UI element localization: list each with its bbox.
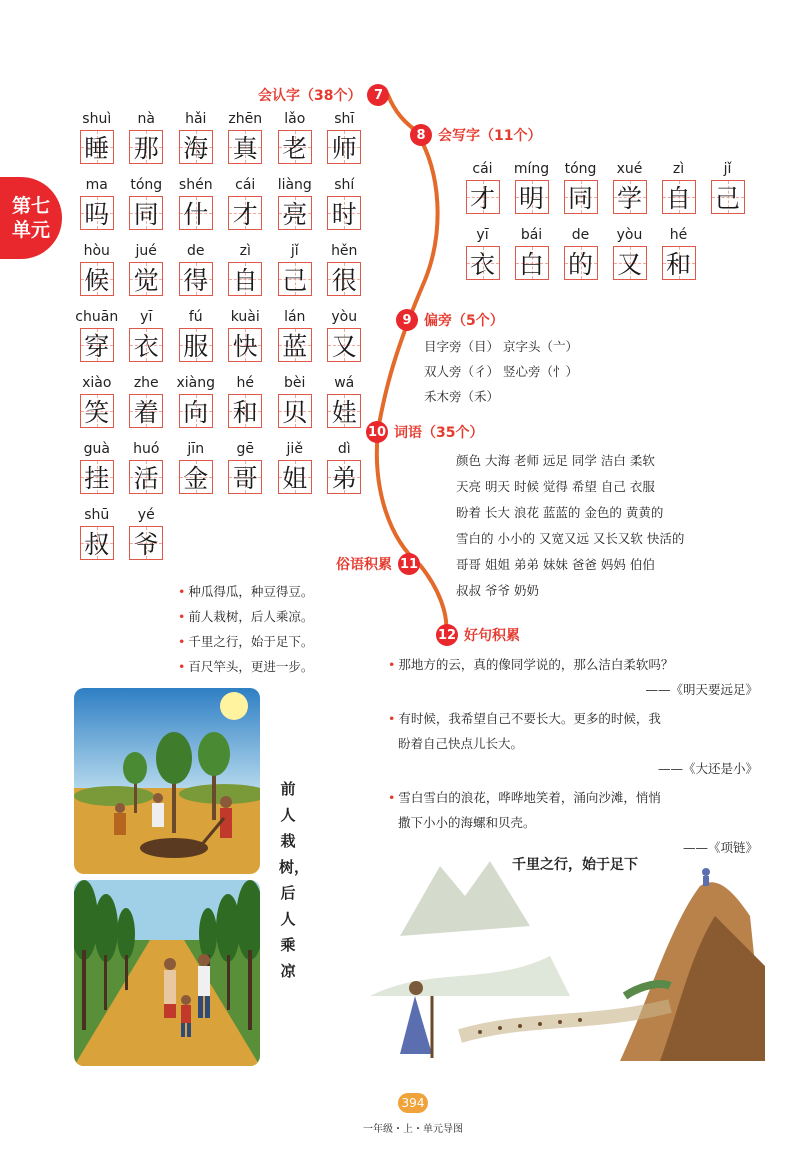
pinyin: lǎo xyxy=(284,111,306,127)
character: 衣 xyxy=(133,332,159,361)
vertical-caption xyxy=(279,776,310,984)
character-box xyxy=(129,328,163,362)
character-box xyxy=(228,262,262,296)
character: 老 xyxy=(282,134,308,163)
character-box xyxy=(228,460,262,494)
pinyin: jǐ xyxy=(290,243,299,259)
pinyin: yòu xyxy=(616,227,643,243)
char-cell xyxy=(72,372,122,438)
pinyin: gē xyxy=(236,441,254,457)
sentence-line: 盼着自己快点儿长大。 xyxy=(398,736,524,751)
char-cell xyxy=(72,438,122,504)
character: 睡 xyxy=(84,134,110,163)
pinyin: bái xyxy=(520,227,543,243)
character: 向 xyxy=(183,398,209,427)
character-box xyxy=(613,246,647,280)
pinyin: kuài xyxy=(230,309,260,325)
pinyin: zì xyxy=(672,161,685,177)
character-box xyxy=(466,246,500,280)
char-cell xyxy=(122,240,172,306)
character: 明 xyxy=(518,184,544,213)
character: 那 xyxy=(133,134,159,163)
character: 又 xyxy=(616,250,642,279)
pinyin: zhe xyxy=(133,375,159,391)
pinyin: shén xyxy=(178,177,213,193)
character: 同 xyxy=(567,184,593,213)
character-box xyxy=(228,394,262,428)
character: 真 xyxy=(232,134,258,163)
vertical-caption-text: 前人栽树，后人乘凉 xyxy=(279,780,310,980)
character: 挂 xyxy=(84,464,110,493)
pinyin: cái xyxy=(235,177,256,193)
pinyin: dì xyxy=(337,441,351,457)
char-cell xyxy=(72,108,122,174)
character-box xyxy=(80,196,114,230)
character-box xyxy=(662,180,696,214)
pinyin: lán xyxy=(284,309,306,325)
word-line: 盼着 长大 浪花 蓝蓝的 金色的 黄黄的 xyxy=(456,505,664,520)
pinyin: xiào xyxy=(82,375,112,391)
char-cell xyxy=(320,306,370,372)
character-box xyxy=(327,394,361,428)
char-cell xyxy=(171,438,221,504)
proverbs-list xyxy=(178,579,313,679)
char-cell xyxy=(654,158,703,224)
character: 笑 xyxy=(84,398,110,427)
character-box xyxy=(228,130,262,164)
char-row xyxy=(72,438,369,504)
char-cell xyxy=(605,224,654,290)
character: 时 xyxy=(331,200,357,229)
character: 得 xyxy=(183,266,209,295)
character: 己 xyxy=(714,184,740,213)
char-cell xyxy=(171,372,221,438)
char-row xyxy=(72,504,369,570)
character-box xyxy=(327,328,361,362)
char-row xyxy=(72,372,369,438)
footer-text: 一年级・上・单元导图 xyxy=(363,1124,463,1135)
char-cell xyxy=(556,224,605,290)
character: 自 xyxy=(665,184,691,213)
pinyin: hé xyxy=(669,227,688,243)
section-11-header xyxy=(336,553,420,575)
pinyin: bèi xyxy=(284,375,306,391)
char-cell xyxy=(221,306,271,372)
char-cell xyxy=(221,174,271,240)
character-box xyxy=(278,460,312,494)
section-9-number: 9 xyxy=(396,309,418,331)
pinyin: yé xyxy=(137,507,155,523)
char-cell xyxy=(221,108,271,174)
shade-path-picture xyxy=(74,880,260,1066)
character-box xyxy=(80,526,114,560)
section-10-title: 词语（35个） xyxy=(394,425,484,441)
pinyin: de xyxy=(571,227,590,243)
character-box xyxy=(613,180,647,214)
character: 叔 xyxy=(84,530,110,559)
section-10-number: 10 xyxy=(366,421,388,443)
recognize-characters-grid xyxy=(72,108,369,570)
character-box xyxy=(129,130,163,164)
character-box xyxy=(515,246,549,280)
character: 和 xyxy=(665,250,691,279)
character-box xyxy=(278,262,312,296)
character-box xyxy=(179,394,213,428)
section-10-header xyxy=(366,421,483,443)
proverb-item: • 千里之行，始于足下。 xyxy=(178,629,313,654)
character: 爷 xyxy=(133,530,159,559)
pinyin: hòu xyxy=(83,243,110,259)
pinyin: shī xyxy=(334,111,355,127)
character: 觉 xyxy=(133,266,159,295)
pinyin: chuān xyxy=(75,309,119,325)
pinyin: yòu xyxy=(331,309,358,325)
character: 又 xyxy=(331,332,357,361)
character: 贝 xyxy=(282,398,308,427)
character: 服 xyxy=(183,332,209,361)
character-box xyxy=(711,180,745,214)
pinyin: guà xyxy=(83,441,110,457)
char-cell xyxy=(270,174,320,240)
char-cell xyxy=(703,158,752,224)
pinyin: ma xyxy=(85,177,108,193)
section-12-title: 好句积累 xyxy=(464,628,520,644)
pinyin: jǐ xyxy=(723,161,732,177)
character-box xyxy=(129,394,163,428)
char-cell xyxy=(72,240,122,306)
char-cell xyxy=(171,108,221,174)
section-8-title: 会写字（11个） xyxy=(438,128,542,144)
shade-path-illustration xyxy=(74,880,260,1066)
character-box xyxy=(80,460,114,494)
character: 己 xyxy=(282,266,308,295)
char-cell xyxy=(507,158,556,224)
character: 着 xyxy=(133,398,159,427)
char-row xyxy=(72,174,369,240)
character-box xyxy=(129,196,163,230)
character-box xyxy=(179,328,213,362)
radical-line: 双人旁（彳） 竖心旁（忄） xyxy=(424,364,578,379)
character-box xyxy=(228,196,262,230)
pinyin: xiàng xyxy=(176,375,215,391)
char-cell xyxy=(72,174,122,240)
pinyin: fú xyxy=(188,309,203,325)
char-cell xyxy=(270,306,320,372)
pinyin: de xyxy=(187,243,205,259)
proverb-item: • 百尺竿头，更进一步。 xyxy=(178,654,313,679)
char-row xyxy=(72,306,369,372)
pinyin: xué xyxy=(616,161,643,177)
sentence-source: ——《明天要远足》 xyxy=(645,682,758,697)
pinyin: liàng xyxy=(277,177,312,193)
pinyin: tóng xyxy=(130,177,163,193)
character: 快 xyxy=(232,332,258,361)
character: 衣 xyxy=(469,250,495,279)
char-cell xyxy=(320,108,370,174)
character: 姐 xyxy=(282,464,308,493)
character: 才 xyxy=(232,200,258,229)
character-box xyxy=(278,130,312,164)
section-7-title: 会认字（38个） xyxy=(258,88,362,104)
char-row xyxy=(72,240,369,306)
character-box xyxy=(327,196,361,230)
sentence-line: • 有时候，我希望自己不要长大。更多的时候，我 xyxy=(388,706,758,731)
char-cell xyxy=(171,306,221,372)
character-box xyxy=(564,180,598,214)
character-box xyxy=(327,130,361,164)
character: 才 xyxy=(469,184,495,213)
character-box xyxy=(80,394,114,428)
character-box xyxy=(327,262,361,296)
section-12-header xyxy=(436,624,520,646)
page-number: 394 xyxy=(398,1093,428,1113)
section-9-header xyxy=(396,309,504,331)
pinyin: míng xyxy=(513,161,550,177)
pinyin: jīn xyxy=(187,441,205,457)
char-cell xyxy=(320,174,370,240)
char-cell xyxy=(270,108,320,174)
character-box xyxy=(278,328,312,362)
section-8-number: 8 xyxy=(410,124,432,146)
character-box xyxy=(466,180,500,214)
char-cell xyxy=(221,372,271,438)
mountain-caption: 千里之行，始于足下 xyxy=(512,857,638,873)
proverb-item: • 前人栽树，后人乘凉。 xyxy=(178,604,313,629)
character-box xyxy=(278,196,312,230)
char-row xyxy=(458,158,752,224)
character: 哥 xyxy=(232,464,258,493)
char-cell xyxy=(72,504,122,570)
character: 什 xyxy=(183,200,209,229)
word-line: 雪白的 小小的 又宽又远 又长又软 快活的 xyxy=(456,531,685,546)
character-box xyxy=(129,526,163,560)
char-row xyxy=(72,108,369,174)
word-line: 哥哥 姐姐 弟弟 妹妹 爸爸 妈妈 伯伯 xyxy=(456,557,655,572)
word-line: 颜色 大海 老师 远足 同学 洁白 柔软 xyxy=(456,453,655,468)
pinyin: yī xyxy=(140,309,153,325)
pinyin: tóng xyxy=(564,161,597,177)
pinyin: jiě xyxy=(286,441,303,457)
character-box xyxy=(80,262,114,296)
character: 很 xyxy=(331,266,357,295)
pinyin: jué xyxy=(135,243,157,259)
char-cell xyxy=(320,438,370,504)
char-cell xyxy=(122,174,172,240)
char-cell xyxy=(171,240,221,306)
mountain-illustration xyxy=(370,846,765,1061)
char-cell xyxy=(270,372,320,438)
mountain-picture xyxy=(370,846,765,1061)
char-cell xyxy=(221,240,271,306)
char-cell xyxy=(122,306,172,372)
proverb-item: • 种瓜得瓜，种豆得豆。 xyxy=(178,579,313,604)
character-box xyxy=(228,328,262,362)
character-box xyxy=(327,460,361,494)
character: 蓝 xyxy=(282,332,308,361)
write-characters-grid xyxy=(458,158,752,290)
sentences-block xyxy=(388,652,758,860)
character-box xyxy=(80,328,114,362)
word-line: 天亮 明天 时候 觉得 希望 自己 衣服 xyxy=(456,479,655,494)
section-7-number: 7 xyxy=(367,84,389,106)
character: 的 xyxy=(567,250,593,279)
character: 同 xyxy=(133,200,159,229)
char-cell xyxy=(270,240,320,306)
character-box xyxy=(662,246,696,280)
character: 娃 xyxy=(331,398,357,427)
character: 吗 xyxy=(84,200,110,229)
character: 海 xyxy=(183,134,209,163)
radicals-list xyxy=(424,334,578,409)
words-list xyxy=(456,448,684,604)
char-cell xyxy=(654,224,703,290)
character-box xyxy=(129,262,163,296)
pinyin: hěn xyxy=(331,243,358,259)
char-cell xyxy=(320,372,370,438)
pinyin: cái xyxy=(472,161,493,177)
char-cell xyxy=(122,372,172,438)
char-cell xyxy=(221,438,271,504)
char-cell xyxy=(320,240,370,306)
character: 亮 xyxy=(282,200,308,229)
pinyin: shí xyxy=(334,177,355,193)
char-cell xyxy=(122,438,172,504)
character-box xyxy=(564,246,598,280)
char-cell xyxy=(122,108,172,174)
unit-tab: 第七单元 xyxy=(0,177,62,259)
section-9-title: 偏旁（5个） xyxy=(424,313,504,329)
pinyin: shū xyxy=(84,507,110,523)
char-cell xyxy=(72,306,122,372)
character-box xyxy=(179,460,213,494)
character-box xyxy=(179,262,213,296)
pinyin: zhēn xyxy=(228,111,263,127)
character: 学 xyxy=(616,184,642,213)
pinyin: hǎi xyxy=(185,111,207,127)
character: 金 xyxy=(183,464,209,493)
section-8-header xyxy=(410,124,541,146)
sentence-source: ——《项链》 xyxy=(682,840,758,855)
sentence-line: • 雪白雪白的浪花，哗哗地笑着，涌向沙滩，悄悄 xyxy=(388,785,758,810)
character-box xyxy=(129,460,163,494)
char-cell xyxy=(122,504,172,570)
character-box xyxy=(278,394,312,428)
sentence-source: ——《大还是小》 xyxy=(657,761,758,776)
char-cell xyxy=(458,158,507,224)
sentence-line: • 那地方的云，真的像同学说的，那么洁白柔软吗？ xyxy=(388,652,758,677)
char-cell xyxy=(270,438,320,504)
character: 师 xyxy=(331,134,357,163)
pinyin: huó xyxy=(133,441,160,457)
character: 白 xyxy=(518,250,544,279)
char-cell xyxy=(458,224,507,290)
tree-planting-illustration xyxy=(74,688,260,874)
character: 和 xyxy=(232,398,258,427)
char-cell xyxy=(171,174,221,240)
character: 弟 xyxy=(331,464,357,493)
pinyin: shuì xyxy=(82,111,112,127)
radical-line: 禾木旁（禾） xyxy=(424,389,500,404)
tree-planting-picture xyxy=(74,688,260,874)
pinyin: zì xyxy=(239,243,251,259)
char-cell xyxy=(507,224,556,290)
character: 候 xyxy=(84,266,110,295)
radical-line: 目字旁（目） 京字头（亠） xyxy=(424,339,578,354)
character-box xyxy=(80,130,114,164)
section-11-number: 11 xyxy=(398,553,420,575)
word-line: 叔叔 爷爷 奶奶 xyxy=(456,583,539,598)
section-7-header xyxy=(258,84,389,106)
char-cell xyxy=(605,158,654,224)
sentence-line: 撒下小小的海螺和贝壳。 xyxy=(398,815,536,830)
character: 穿 xyxy=(84,332,110,361)
character-box xyxy=(179,130,213,164)
section-12-number: 12 xyxy=(436,624,458,646)
pinyin: wá xyxy=(334,375,355,391)
char-row xyxy=(458,224,752,290)
pinyin: hé xyxy=(236,375,254,391)
char-cell xyxy=(556,158,605,224)
pinyin: nà xyxy=(137,111,155,127)
character-box xyxy=(515,180,549,214)
character-box xyxy=(179,196,213,230)
section-11-title: 俗语积累 xyxy=(336,557,392,573)
pinyin: yī xyxy=(476,227,489,243)
character: 自 xyxy=(232,266,258,295)
character: 活 xyxy=(133,464,159,493)
